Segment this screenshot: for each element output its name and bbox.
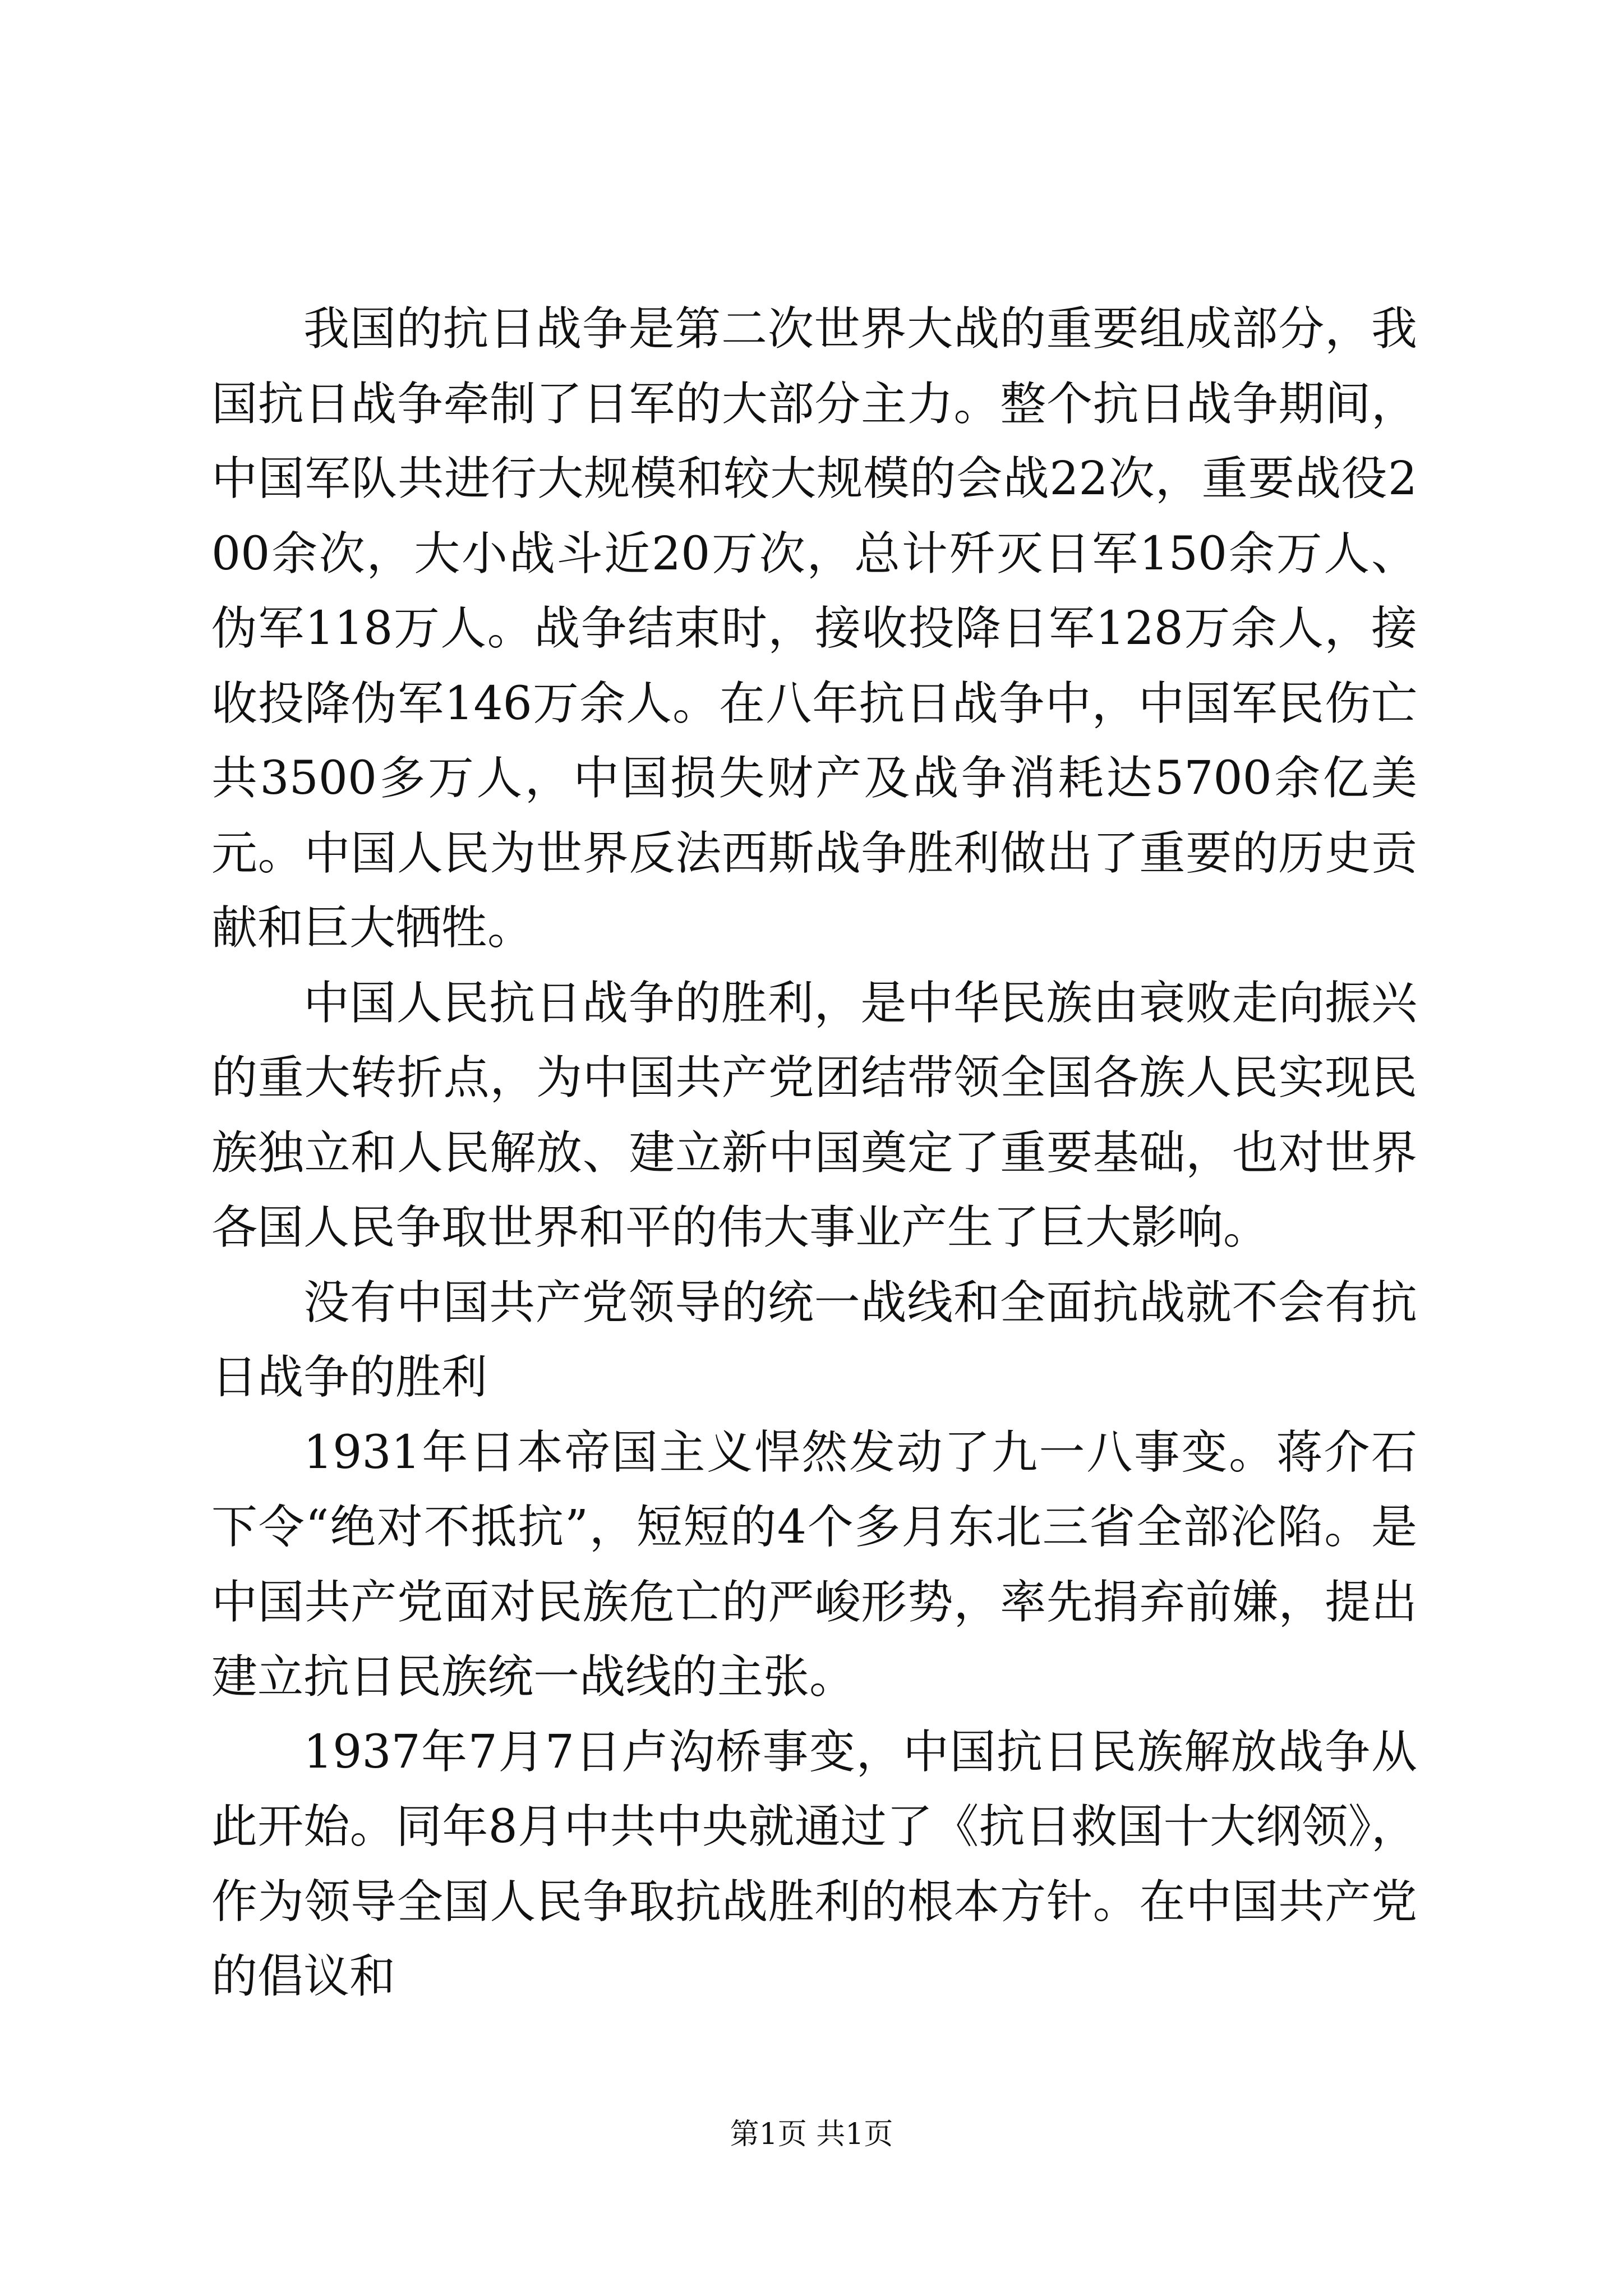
page-footer	[0, 2115, 1623, 2154]
document-body	[211, 292, 1417, 2014]
paragraph-1931-incident: 1931年日本帝国主义悍然发动了九一八事变。蒋介石下令“绝对不抵抗”，短短的4个多月东北三省全部沦陷。是中国共产党面对民族危亡的严峻形势，率先捐弃前嫌，提出建立抗日民族统一战线的主张。	[211, 1425, 1417, 1704]
paragraph-war-contribution: 我国的抗日战争是第二次世界大战的重要组成部分，我国抗日战争牵制了日军的大部分主力。整个抗日战争期间，中国军队共进行大规模和较大规模的会战22次，重要战役200余次，大小战斗近20万次，总计歼灭日军150余万人、伪军118万人。战争结束时，接收投降日军128万余人，接收投降伪军146万余人。在八年抗日战争中，中国军民伤亡共3500多万人，中国损失财产及战争消耗达5700余亿美元。中国人民为世界反法西斯战争胜利做出了重要的历史贡献和巨大牺牲。	[211, 302, 1417, 955]
paragraph-victory-significance: 中国人民抗日战争的胜利，是中华民族由衰败走向振兴的重大转折点，为中国共产党团结带领全国各族人民实现民族独立和人民解放、建立新中国奠定了重要基础，也对世界各国人民争取世界和平的伟大事业产生了巨大影响。	[211, 976, 1417, 1254]
paragraph-1937-incident: 1937年7月7日卢沟桥事变，中国抗日民族解放战争从此开始。同年8月中共中央就通过了《抗日救国十大纲领》，作为领导全国人民争取抗战胜利的根本方针。在中国共产党的倡议和	[211, 1725, 1417, 2003]
paragraph-section-heading: 没有中国共产党领导的统一战线和全面抗战就不会有抗日战争的胜利	[211, 1276, 1417, 1404]
page-number-label: 第1页 共1页	[730, 2118, 893, 2151]
